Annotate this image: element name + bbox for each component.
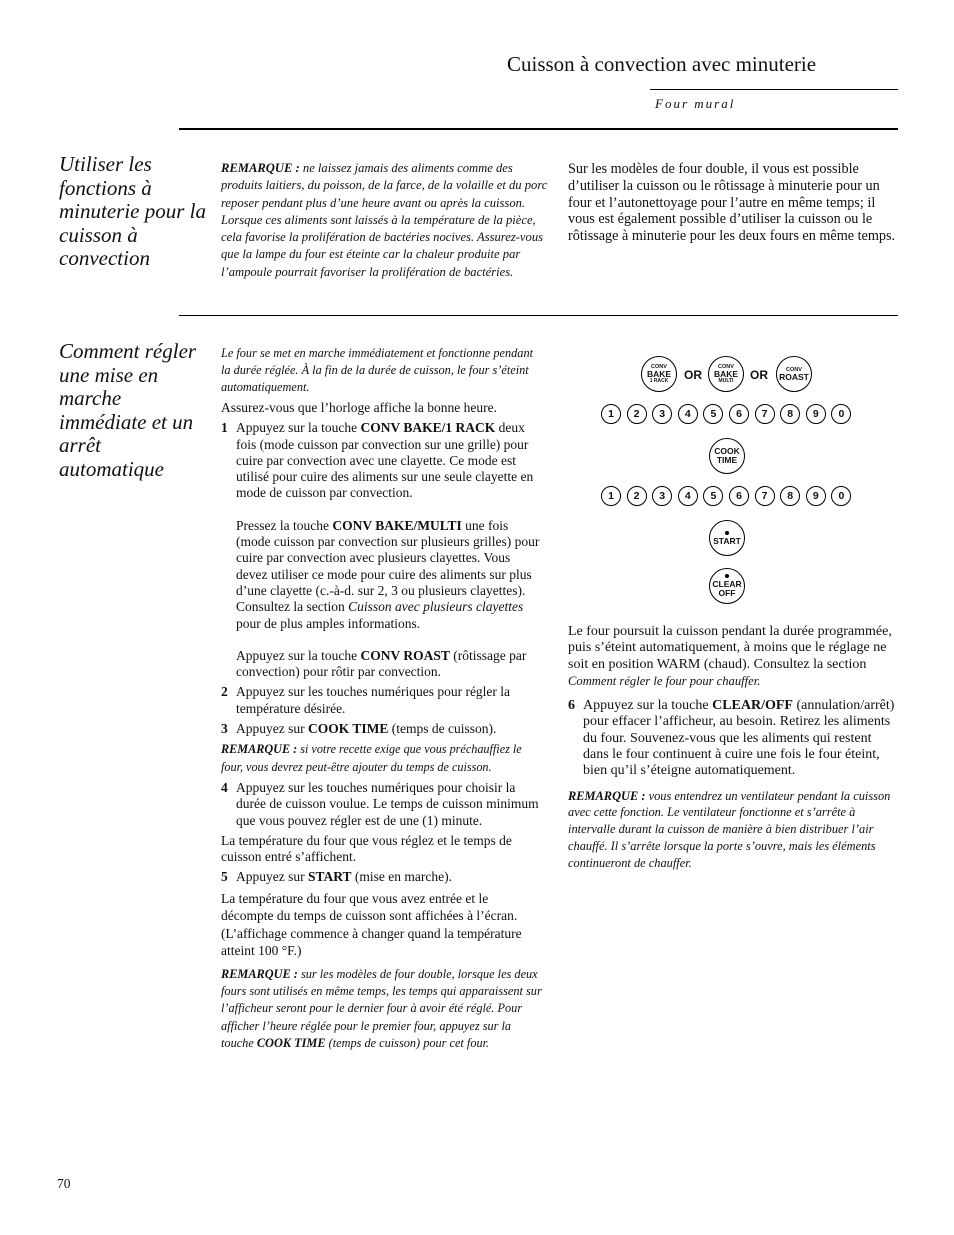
step-number: 4 <box>221 779 228 795</box>
key-name: CONV BAKE/MULTI <box>332 517 462 533</box>
step-text: Appuyez sur les touches numériques pour régler la température désirée. <box>236 684 511 716</box>
page-title: Cuisson à convection avec minuterie <box>507 52 817 76</box>
intro-text: Le four se met en marche immédiatement et fonctionne pendant la durée réglée. À la fin de la durée de cuisson, le four s’éteint automatiquement. <box>221 346 534 394</box>
digit-key-5: 5 <box>703 486 723 506</box>
digit-key-9: 9 <box>806 404 826 424</box>
key-label: BAKE <box>646 369 672 379</box>
digit-key-6: 6 <box>729 486 749 506</box>
step-text: (rôtissage par convection) pour rôtir par convection. <box>236 647 527 680</box>
step-text: Appuyez sur les touches numériques pour choisir la durée de cuisson voulue. Le temps de cuisson minimum que vous pouvez régler est de une (1) minute. <box>236 779 539 828</box>
key-label: COOK <box>714 446 740 456</box>
step-text: Pressez la touche <box>236 517 333 533</box>
page-subtitle: Four mural <box>655 96 736 111</box>
digit-key-8: 8 <box>780 404 800 424</box>
section1-note <box>221 160 551 281</box>
digit-key-2: 2 <box>627 486 647 506</box>
section-reference: Cuisson avec plusieurs clayettes <box>348 599 524 615</box>
note-label: REMARQUE : <box>221 161 300 175</box>
note-text: sur les modèles de four double, lorsque les deux fours sont utilisés en même temps, les temps qui apparaissent sur l’afficheur seront pour le dernier four à avoir été réglé. Pour afficher l’heure réglée pour le premier four, appuyez sur la touche <box>221 966 542 1050</box>
key-name: CONV BAKE/1 RACK <box>360 420 496 436</box>
section1-heading: Utiliser les fonctions à minuterie pour la cuisson à convection <box>59 152 206 270</box>
step-text: deux fois (mode cuisson par convection sur une grille) pour cuire par convection avec une clayette. Ce mode est utilisé pour cuire des aliments sur une seule clayette en mode de cuisson par convection. <box>236 420 534 501</box>
digit-key-0: 0 <box>831 404 851 424</box>
section-reference: Comment régler le four pour chauffer. <box>568 673 761 688</box>
step-text: Appuyez sur la touche <box>236 647 361 663</box>
key-name: CLEAR/OFF <box>712 698 793 714</box>
title-rule <box>650 89 898 90</box>
key-label: BAKE <box>713 369 739 379</box>
step-1-multi <box>221 518 543 632</box>
digit-key-3: 3 <box>652 404 672 424</box>
step-1-roast <box>221 648 543 681</box>
key-label: TIME <box>716 455 738 465</box>
note-double-oven <box>221 966 543 1052</box>
step-text: une fois (mode cuisson par convection sur plusieurs grilles) pour cuire par convection avec plusieurs clayettes. Vous devez utiliser ce mode pour cuire des aliments sur plus d’une clayette (c.-à-d. sur 2, 3 ou plusieurs clayettes). Consultez la section <box>236 517 540 615</box>
key-name: START <box>307 869 352 885</box>
step-number: 1 <box>221 420 228 436</box>
step-text: (annulation/arrêt) pour effacer l’afficheur, au besoin. Retirez les aliments du four. Souvenez-vous que les aliments qui restent dans le four continuent à cuire une fois le four éteint, bien qu’il s’éteigne automatiquement. <box>583 698 895 779</box>
step-6 <box>568 698 898 779</box>
key-name: COOK TIME <box>307 721 389 737</box>
step-4 <box>221 780 543 829</box>
digit-key-5: 5 <box>703 404 723 424</box>
key-label: CLEAR <box>712 579 742 589</box>
note-label: REMARQUE : <box>568 788 646 803</box>
step-3 <box>221 721 543 737</box>
digit-key-0: 0 <box>831 486 851 506</box>
start-key <box>709 520 745 556</box>
keypad-illustration <box>590 350 870 610</box>
step-text: Appuyez sur la touche <box>583 698 713 714</box>
step-number: 2 <box>221 684 228 700</box>
digit-key-1: 1 <box>601 404 621 424</box>
digit-key-6: 6 <box>729 404 749 424</box>
clock-check: Assurez-vous que l’horloge affiche la bonne heure. <box>221 400 498 415</box>
digit-key-4: 4 <box>678 404 698 424</box>
step-number: 3 <box>221 721 228 737</box>
key-label: CONV <box>651 364 667 370</box>
conv-roast-key <box>776 356 812 392</box>
digit-key-7: 7 <box>755 486 775 506</box>
after-step-4: La température du four que vous réglez et le temps de cuisson entré s’affichent. <box>221 832 512 865</box>
digit-key-9: 9 <box>806 486 826 506</box>
step-number: 5 <box>221 869 228 885</box>
note-preheat <box>221 741 543 776</box>
step-5 <box>221 869 543 885</box>
step-text: Appuyez sur <box>236 869 308 885</box>
key-label: CONV <box>718 364 734 370</box>
key-label: ROAST <box>779 371 809 382</box>
key-label: MULTI <box>718 378 734 384</box>
step-number: 6 <box>568 698 575 714</box>
note-label: REMARQUE : <box>221 966 298 981</box>
indicator-dot <box>725 574 729 578</box>
key-name: COOK TIME <box>256 1035 326 1050</box>
continue-cooking-text <box>568 624 898 690</box>
note-text: ne laissez jamais des aliments comme des produits laitiers, du poisson, de la farce, de la volaille et du porc reposer pendant plus d’une heure avant ou après la cuisson. Lorsque ces aliments sont laissés à la température de la pièce, cela favorise la prolifération de bactéries nocives. Assurez-vous que la lampe du four est éteinte car la chaleur produite par l’ampoule pourrait favoriser la prolifération de bactéries. <box>221 161 548 279</box>
or-label: OR <box>684 368 702 382</box>
step-text: (temps de cuisson). <box>388 721 497 737</box>
step-text: Appuyez sur <box>236 721 308 737</box>
step-text: (mise en marche). <box>351 869 452 885</box>
note-text: (temps de cuisson) pour cet four. <box>325 1035 490 1050</box>
or-label: OR <box>750 368 768 382</box>
step-1 <box>221 420 543 501</box>
body-text: Le four poursuit la cuisson pendant la durée programmée, puis s’éteint automatiquement, à moins que le réglage ne soit en position WARM (chaud). Consultez la section <box>568 624 892 672</box>
after-step-5: La température du four que vous avez entrée et le décompte du temps de cuisson sont affichées à l’écran. (L’affichage commence à changer quand la température atteint 100 °F.) <box>221 890 522 959</box>
cook-time-key <box>709 438 745 474</box>
conv-bake-1-rack-key <box>641 356 677 392</box>
digit-key-1: 1 <box>601 486 621 506</box>
digit-key-2: 2 <box>627 404 647 424</box>
section-rule-middle <box>179 315 898 316</box>
key-label: OFF <box>718 588 736 598</box>
section2-left-column <box>221 345 543 1052</box>
digit-key-4: 4 <box>678 486 698 506</box>
step-text: Appuyez sur la touche <box>236 420 361 436</box>
key-name: CONV ROAST <box>360 647 450 663</box>
note-fan <box>568 788 898 872</box>
key-label: 1 RACK <box>649 378 669 384</box>
clear-off-key <box>709 568 745 604</box>
section2-heading: Comment régler une mise en marche immédiate et un arrêt automatique <box>59 339 197 481</box>
step-2 <box>221 684 543 717</box>
digit-key-7: 7 <box>755 404 775 424</box>
indicator-dot <box>725 531 729 535</box>
note-text: vous entendrez un ventilateur pendant la cuisson avec cette fonction. Le ventilateur fonctionne et s’arrête à intervalle durant la cuisson de manière à bien distribuer l’air chauffé. Il s’arrête lorsque la porte s’ouvre, mais les éléments continueront de chauffer. <box>568 788 891 870</box>
page-number: 70 <box>57 1176 71 1191</box>
key-label: CONV <box>786 366 802 373</box>
section-rule-top <box>179 128 898 130</box>
section2-right-column <box>568 624 898 872</box>
note-label: REMARQUE : <box>221 742 298 757</box>
digit-key-8: 8 <box>780 486 800 506</box>
section1-right-text: Sur les modèles de four double, il vous est possible d’utiliser la cuisson ou le rôtissage à minuterie pour un four et l’autonettoyage pour l’autre en même temps; il vous est également possible d’utiliser la cuisson ou le rôtissage à minuterie pour les deux fours en même temps. <box>568 161 896 245</box>
note-text: si votre recette exige que vous préchauffiez le four, vous devrez peut-être ajouter du temps de cuisson. <box>221 742 522 774</box>
conv-bake-multi-key <box>708 356 744 392</box>
key-label: START <box>713 535 741 546</box>
digit-key-3: 3 <box>652 486 672 506</box>
step-text: pour de plus amples informations. <box>236 615 421 631</box>
